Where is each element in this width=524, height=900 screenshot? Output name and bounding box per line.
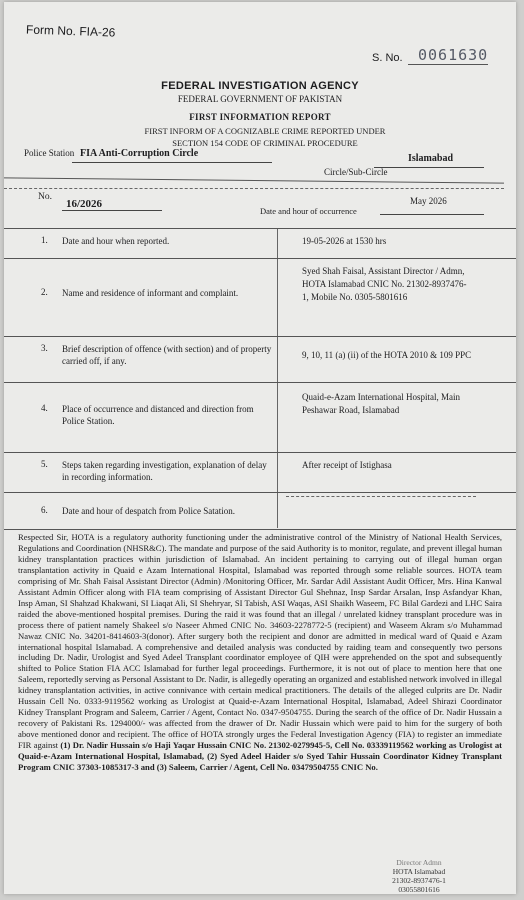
row-number: 4. xyxy=(41,403,48,413)
stamp-line-3: 21302-8937476-1 xyxy=(392,876,446,885)
report-subtitle-1: FIRST INFORM OF A COGNIZABLE CRIME REPORTED UNDER xyxy=(144,126,386,136)
police-station-value: FIA Anti-Corruption Circle xyxy=(80,148,199,159)
circle-value: Islamabad xyxy=(408,153,454,164)
agency-name: FEDERAL INVESTIGATION AGENCY xyxy=(161,80,359,92)
row-label: Date and hour of despatch from Police Satation. xyxy=(62,506,235,516)
serial-number: 0061630 xyxy=(418,46,489,64)
divider-line xyxy=(4,177,504,183)
divider-dashed xyxy=(4,188,504,190)
circle-label: Circle/Sub-Circle xyxy=(324,167,388,177)
table-row xyxy=(4,492,516,530)
row-number: 1. xyxy=(41,235,48,245)
report-subtitle-2: SECTION 154 CODE OF CRIMINAL PROCEDURE xyxy=(172,138,358,148)
narrative-text xyxy=(18,532,502,773)
government-name: FEDERAL GOVERNMENT OF PAKISTAN xyxy=(177,94,343,104)
fir-document xyxy=(4,2,516,894)
row-label: Date and hour when reported. xyxy=(62,236,170,246)
stamp-line-4: 03055801616 xyxy=(398,885,440,894)
table-row xyxy=(4,452,516,493)
narrative-body: Respected Sir, HOTA is a regulatory authority functioning under the administrative control of the Ministry of National Health Services, Regulations and Coordination (NHSR&C). The mandate and purpose of the said Authority is to monitor, regulate, and prevent illegal human kidney transplantation practices within jurisdiction of Islamabad. An incident pertaining to carrying out of illegal human organ transplantation activity in Quaid e Azam International Hospital, Islamabad was reported through some reliable sources. HOTA team comprising of Mr. Shah Faisal Assistant Director (Admin) /Monitoring Officer, Mr. Sardar Adil Assistant Audit Officer, Mrs. Hina Kanwal Assistant Admin Officer along with FIA team comprising of Assistant Director Gul Shehnaz, Insp Sardar Arsalan, Insp Asfandyar Khan, Insp Aman, SI Shahzad Khakwani, SI Liaqat Ali, SI Shehryar, SI Tabish, ASI Waqas, ASI Shaikh Waseem, FC Bilal Gardezi and LHC Saira raided the above-mentioned hospital premises. During the raid it was found that an illegal / unrelated kidney transplant procedure was in process there of patient namely Shakeel s/o Naseer Ahmed CNIC No. 34603-2278772-5 (recipient) and Waseem Akram s/o Muhammad Nawaz CNIC No. 34201-8414603-3(donor). After surgery both the recipient and donor are admitted in medical ward of Quaid e Azam international hospital Islamabad. A comprehensive and detailed analysis was conducted by raiding team and consequently two persons including Dr. Nadir, Urologist and Syed Adeel Transplant coordinator employee of QIH were apprehended on the spot and subsequently shifted to Police Station FIA ACC Islamabad for further legal proceedings. Furthermore, it is not out of place to mention here that one Saleem, reportedly serving as Personal Assistant to Dr. Nadir, is allegedly operating an organized and established network involved in illegal kidney transplantation activities, in active connivance with certain medical practitioners. The details of the alleged culprits are Dr. Nadir Hussain Cell No. 0333-9119562 working as Urologist at Quaid-e-Azam International Hospital, Islamabad, Adeel Shirazi Coordinator Kidney Transplant Program and Saleem, Carrier / Agent, Contact No. 0347-9504755. During the search of the office of Dr. Nadir Hussain a recovery of Pakistani Rs. 1294000/- was affected from the drawer of Dr. Nadir Hussain which were paid to him for the surgery of both above mentioned donor and recipient. The office of HOTA strongly urges the Federal Investigation Agency (FIA) to register an immediate FIR against xyxy=(18,532,502,751)
row-label: Name and residence of informant and complaint. xyxy=(62,288,239,298)
stamp-line-2: HOTA Islamabad xyxy=(392,867,446,876)
row-value: 19-05-2026 at 1530 hrs xyxy=(302,236,387,246)
occurrence-label: Date and hour of occurrence xyxy=(260,206,357,216)
row-label: Steps taken regarding investigation, explanation of delay in recording information. xyxy=(62,460,267,482)
serial-label: S. No. xyxy=(372,52,403,64)
narrative-accused: (1) Dr. Nadir Hussain s/o Haji Yaqar Hussain CNIC No. 21302-0279945-5, Cell No. 03339119562 working as Urologist at Quaid-e-Azam International Hospital, Islamabad, (2) Syed Adeel Haider s/o Syed Tahir Hussain Coordinator Kidney Transplant Program CNIC 37303-1085317-3 and (3) Saleem, Carrier / Agent, Cell No. 03479504755 CNIC No. xyxy=(18,740,502,773)
report-title: FIRST INFORMATION REPORT xyxy=(189,112,331,122)
row-number: 2. xyxy=(41,287,48,297)
row-number: 6. xyxy=(41,505,48,515)
table-row xyxy=(4,336,516,383)
stamp-line-1: Director Admn xyxy=(396,858,442,867)
official-stamp xyxy=(354,858,484,894)
fir-number-underline xyxy=(62,210,162,211)
police-station-label: Police Station xyxy=(24,148,75,158)
row-number: 3. xyxy=(41,343,48,353)
row-label: Brief description of offence (with section) and of property carried off, if any. xyxy=(62,344,272,366)
row-value: Quaid-e-Azam International Hospital, Main Peshawar Road, Islamabad xyxy=(302,392,460,415)
serial-underline xyxy=(408,64,488,65)
occurrence-underline xyxy=(380,214,484,215)
row-value: 9, 10, 11 (a) (ii) of the HOTA 2010 & 109 PPC xyxy=(302,350,472,360)
form-number: Form No. FIA-26 xyxy=(25,22,116,40)
fir-number-value: 16/2026 xyxy=(66,198,103,210)
table-row xyxy=(4,228,516,259)
row-number: 5. xyxy=(41,459,48,469)
table-row xyxy=(4,258,516,337)
row-value: Syed Shah Faisal, Assistant Director / Admn, HOTA Islamabad CNIC No. 21302-8937476-1, Mobile No. 0305-5801616 xyxy=(302,266,467,302)
table-row xyxy=(4,382,516,453)
row-label: Place of occurrence and distanced and direction from Police Station. xyxy=(62,404,254,426)
fir-number-label: No. xyxy=(38,192,52,202)
row-value: After receipt of Istighasa xyxy=(302,460,392,470)
circle-underline xyxy=(374,167,484,168)
police-station-underline xyxy=(72,162,272,163)
occurrence-value: May 2026 xyxy=(410,196,447,206)
dashed-line xyxy=(286,496,476,497)
